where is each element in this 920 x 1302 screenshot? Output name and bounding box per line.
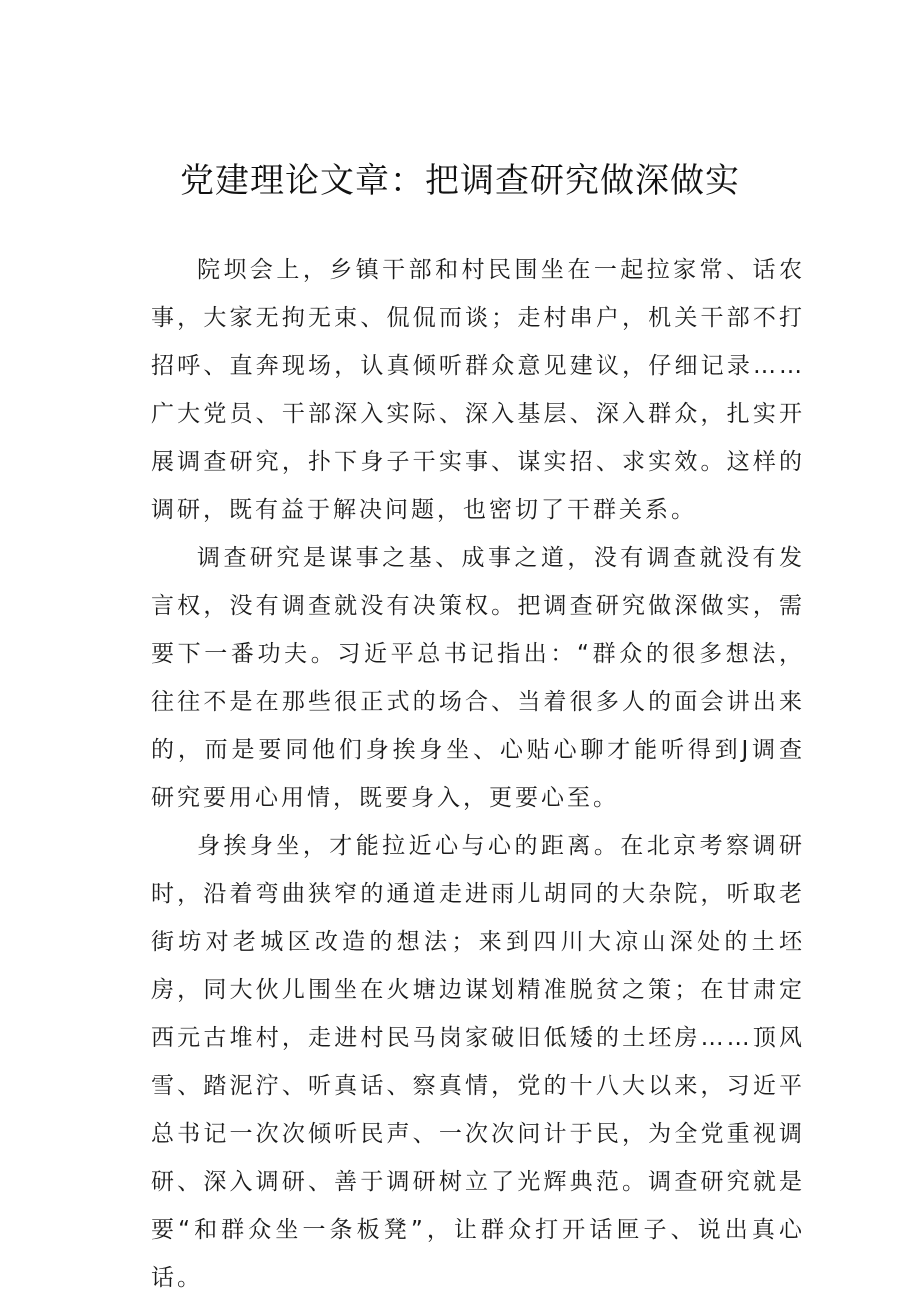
document-title: 党建理论文章：把调查研究做深做实 [180,161,740,201]
document-body [151,246,805,1302]
paragraph-1: 院坝会上，乡镇干部和村民围坐在一起拉家常、话农事，大家无拘无束、侃侃而谈；走村串户，机关干部不打招呼、直奔现场，认真倾听群众意见建议，仔细记录……广大党员、干部深入实际、深入基层、深入群众，扎实开展调查研究，扑下身子干实事、谋实招、求实效。这样的调研，既有益于解决问题，也密切了干群关系。 [151,257,805,523]
paragraph-2: 调查研究是谋事之基、成事之道，没有调查就没有发言权，没有调查就没有决策权。把调查研究做深做实，需要下一番功夫。习近平总书记指出：“群众的很多想法，往往不是在那些很正式的场合、当着很多人的面会讲出来的，而是要同他们身挨身坐、心贴心聊才能听得到J调查研究要用心用情，既要身入，更要心至。 [151,545,805,811]
paragraph-3: 身挨身坐，才能拉近心与心的距离。在北京考察调研时，沿着弯曲狭窄的通道走进雨儿胡同的大杂院，听取老街坊对老城区改造的想法；来到四川大凉山深处的土坯房，同大伙儿围坐在火塘边谋划精准脱贫之策；在甘肃定西元古堆村，走进村民马岗家破旧低矮的土坯房……顶风雪、踏泥泞、听真话、察真情，党的十八大以来，习近平总书记一次次倾听民声、一次次问计于民，为全党重视调研、深入调研、善于调研树立了光辉典范。调查研究就是要“和群众坐一条板凳”，让群众打开话匣子、说出真心话。 [151,833,805,1291]
